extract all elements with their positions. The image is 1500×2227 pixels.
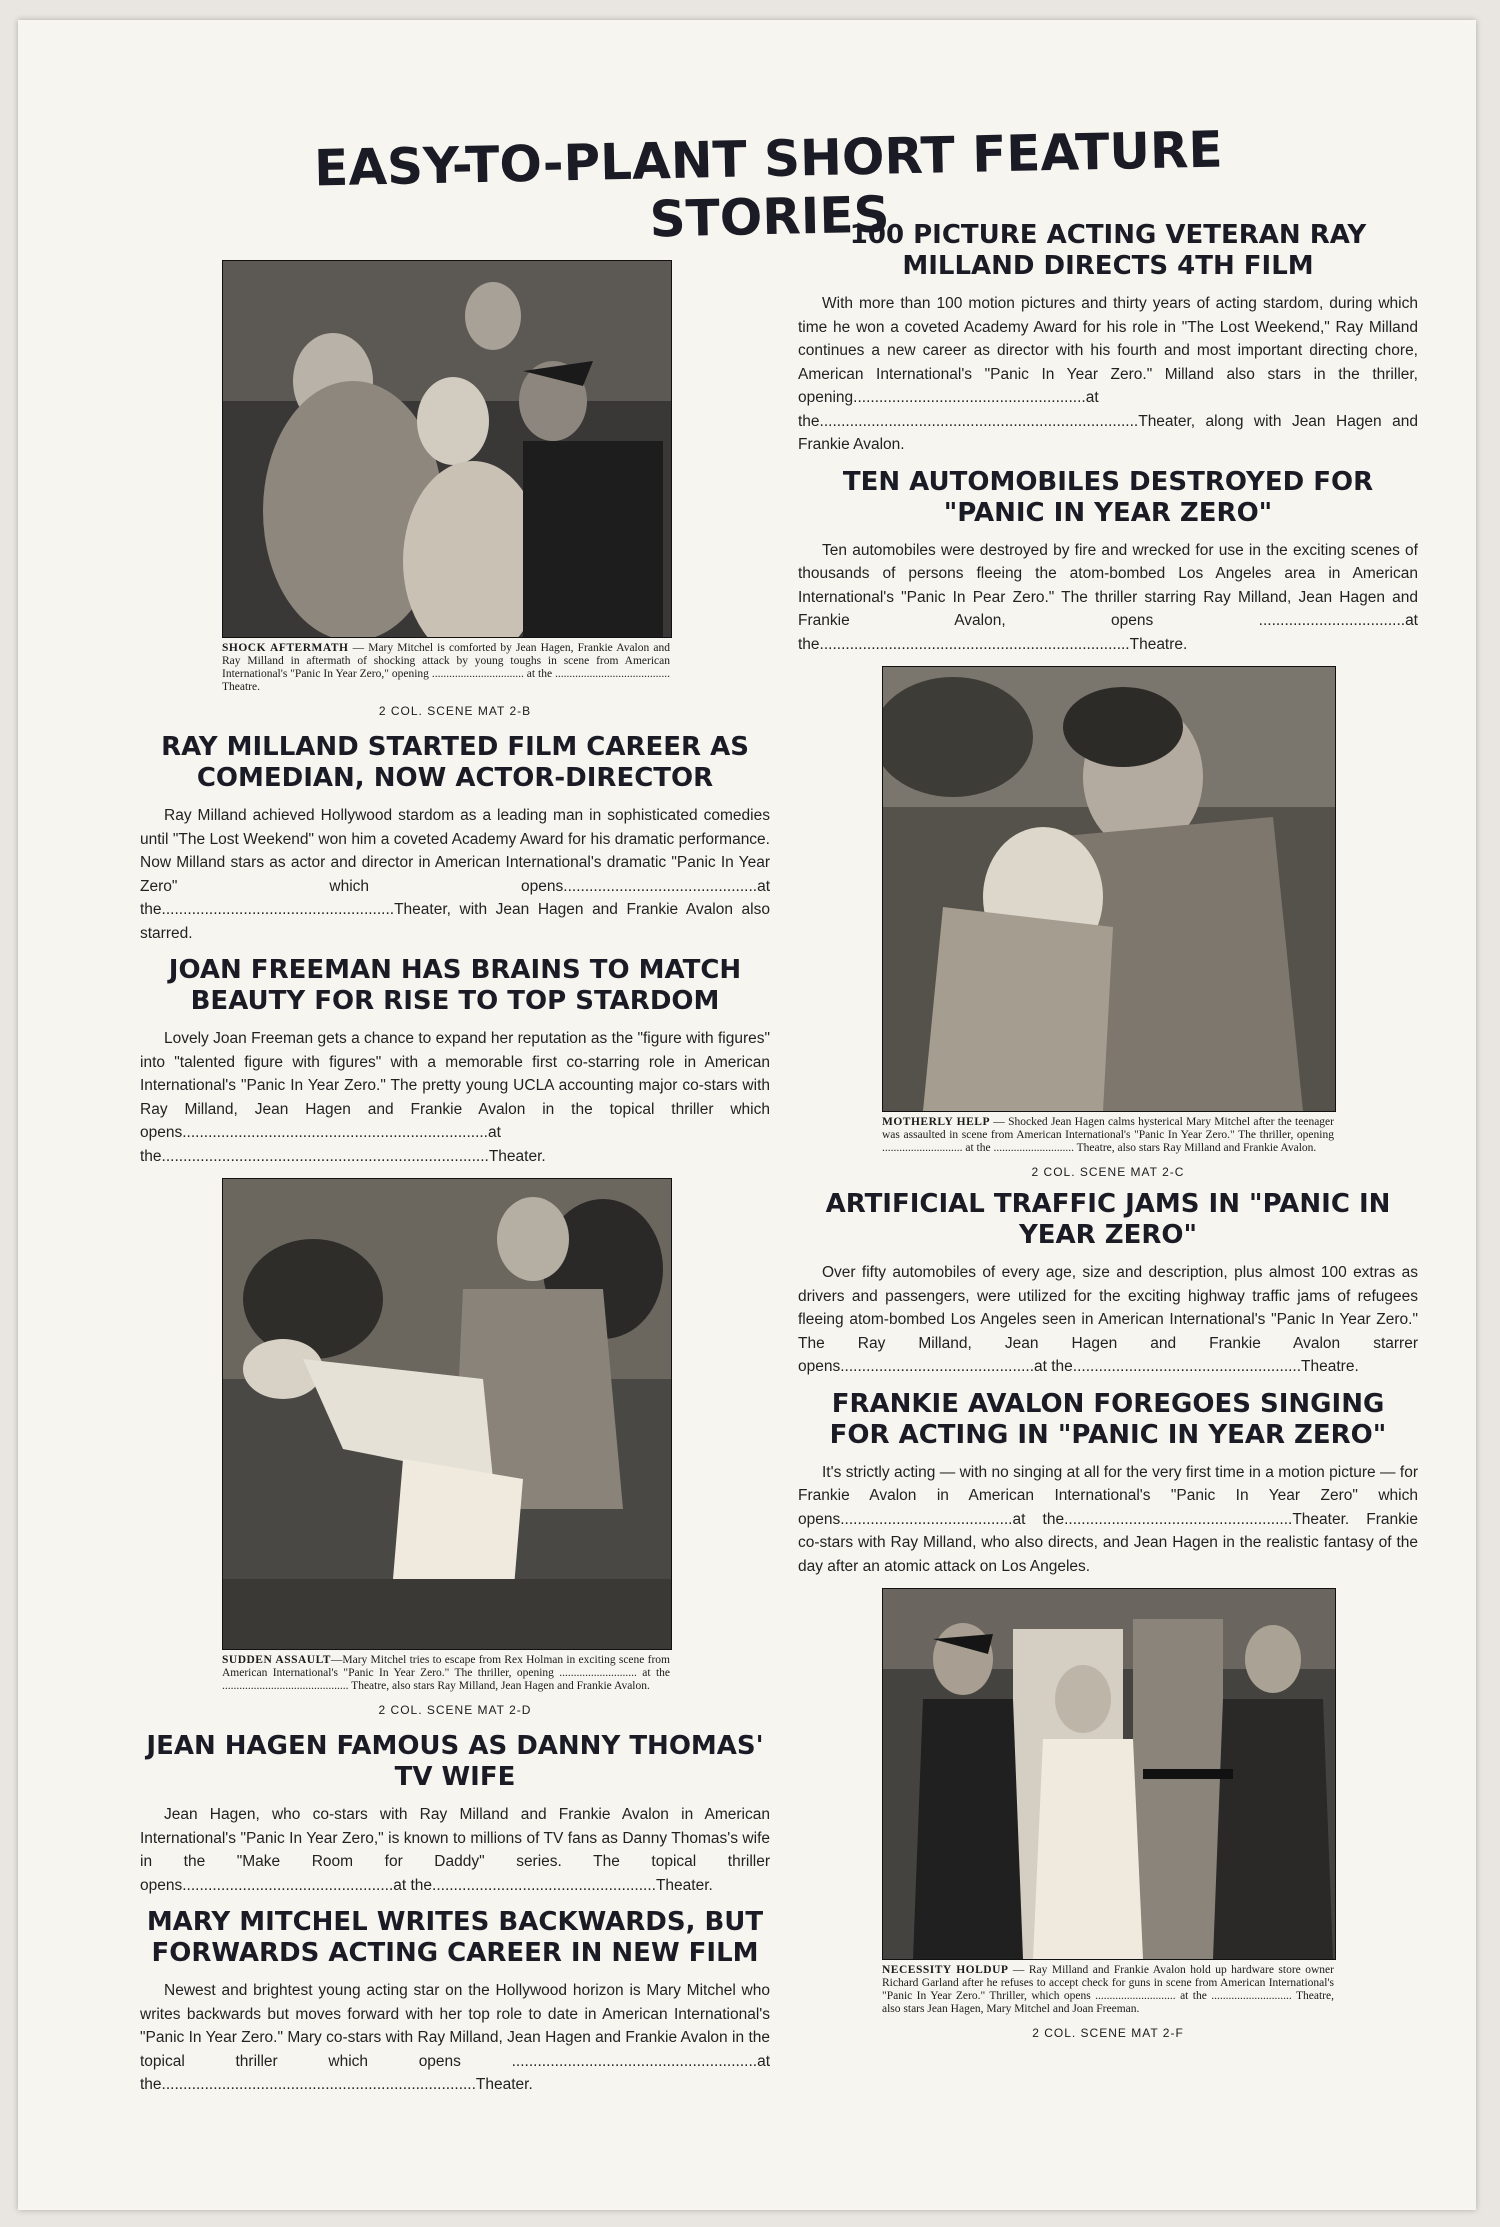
story-headline: 100 PICTURE ACTING VETERAN RAY MILLAND DIRECTS 4TH FILM — [849, 220, 1367, 281]
story-headline: TEN AUTOMOBILES DESTROYED FOR "PANIC IN YEAR ZERO" — [842, 466, 1374, 528]
photo-motherly-help — [882, 666, 1336, 1112]
scene-mat-label: 2 COL. SCENE MAT 2-D — [378, 1703, 532, 1717]
story-body: Lovely Joan Freeman gets a chance to expand her reputation as the "figure with figures" into "talented figure with figures" with a memorable first co-starring role in American International's "Panic In Year Zero." The pretty young UCLA accounting major co-stars with Ray Milland, Jean Hagen and Frankie Avalon in the topical thriller which opens.......................................................................at the............................................................................Theater. — [140, 1030, 770, 1165]
story-body: Ten automobiles were destroyed by fire and wrecked for use in the exciting scenes of thousands of persons fleeing the atom-bombed Los Angeles area in American International's "Panic In Pear Zero." The thriller starring Ray Milland, Jean Hagen and Frankie Avalon, opens ..................................at the........................................................................Theatre. — [798, 541, 1418, 653]
photo-shock-aftermath-caption: SHOCK AFTERMATH — Mary Mitchel is comforted by Jean Hagen, Frankie Avalon and Ray Milland in aftermath of shocking attack by young toughs in scene from American International's "Panic In Year Zero," opening ................................ at the ........................................ Theatre. — [222, 642, 670, 693]
story-body: With more than 100 motion pictures and thirty years of acting stardom, during which time he won a coveted Academy Award for his role in "The Lost Weekend," Ray Milland continues a new career as director with his fourth and most important directing chore, American International's "Panic In Year Zero." Milland also stars in the thriller, opening......................................................at the..........................................................................Theater, along with Jean Hagen and Frankie Avalon. — [798, 295, 1418, 453]
photo-shock-aftermath — [222, 260, 672, 638]
story-traffic-jams — [798, 1189, 1418, 1379]
story-frankie-avalon — [798, 1389, 1418, 1579]
right-column — [798, 220, 1418, 2040]
photo-sudden-assault — [222, 1178, 672, 1650]
story-ten-automobiles — [798, 467, 1418, 657]
story-body: Jean Hagen, who co-stars with Ray Milland and Frankie Avalon in American International's "Panic In Year Zero," is known to millions of TV fans as Danny Thomas's wife in the "Make Room for Daddy" series. The topical thriller opens.................................................at the....................................................Theater. — [140, 1806, 770, 1894]
scene-mat-label: 2 COL. SCENE MAT 2-C — [1031, 1165, 1185, 1179]
story-headline: RAY MILLAND STARTED FILM CAREER AS COMEDIAN, NOW ACTOR-DIRECTOR — [161, 732, 749, 793]
left-column — [140, 260, 770, 2107]
scene-mat-label: 2 COL. SCENE MAT 2-F — [1032, 2026, 1184, 2040]
story-body: Over fifty automobiles of every age, size and description, plus almost 100 extras as drivers and passengers, were utilized for the exciting highway traffic jams of refugees fleeing atom-bombed Los Angeles seen in American International's "Panic In Year Zero." The Ray Milland, Jean Hagen and Frankie Avalon starrer opens.............................................at the.....................................................Theatre. — [798, 1264, 1418, 1375]
page-masthead: EASY-TO-PLANT SHORT FEATURE STORIES — [313, 120, 1224, 249]
page-sheet — [18, 20, 1476, 2210]
story-joan-freeman — [140, 955, 770, 1168]
story-body: It's strictly acting — with no singing at all for the very first time in a motion picture — for Frankie Avalon in American International's "Panic In Year Zero" which opens........................................at the.....................................................Theater. Frankie co-stars with Ray Milland, who also directs, and Jean Hagen in the realistic fantasy of the day after an atomic attack on Los Angeles. — [798, 1463, 1418, 1575]
story-headline: JEAN HAGEN FAMOUS AS DANNY THOMAS' TV WIFE — [146, 1731, 764, 1792]
story-jean-hagen — [140, 1731, 770, 1897]
story-mary-mitchel — [140, 1907, 770, 2097]
story-headline: MARY MITCHEL WRITES BACKWARDS, BUT FORWARDS ACTING CAREER IN NEW FILM — [146, 1907, 764, 1968]
photo-necessity-holdup — [882, 1588, 1336, 1960]
story-headline: ARTIFICIAL TRAFFIC JAMS IN "PANIC IN YEAR ZERO" — [825, 1189, 1391, 1250]
photo-motherly-help-caption: MOTHERLY HELP — Shocked Jean Hagen calms hysterical Mary Mitchel after the teenager was assaulted in scene from American International's "Panic In Year Zero." The thriller, opening ............................ at the ............................ Theatre, also stars Ray Milland and Frankie Avalon. — [882, 1116, 1334, 1154]
photo-necessity-holdup-caption: NECESSITY HOLDUP — Ray Milland and Frankie Avalon hold up hardware store owner Richard Garland after he refuses to accept check for guns in scene from American International's "Panic In Year Zero." Thriller, which opens ............................ at the ............................ Theatre, also stars Jean Hagen, Mary Mitchel and Joan Freeman. — [882, 1964, 1334, 2015]
photo-sudden-assault-caption: SUDDEN ASSAULT—Mary Mitchel tries to escape from Rex Holman in exciting scene from American International's "Panic In Year Zero." The thriller, opening ........................... at the ............................................ Theatre, also stars Ray Milland, Jean Hagen and Frankie Avalon. — [222, 1654, 670, 1692]
story-headline: JOAN FREEMAN HAS BRAINS TO MATCH BEAUTY FOR RISE TO TOP STARDOM — [168, 955, 742, 1016]
story-body: Newest and brightest young acting star on the Hollywood horizon is Mary Mitchel who writes backwards but moves forward with her top role to date in American International's "Panic In Year Zero." Mary co-stars with Ray Milland, Jean Hagen and Frankie Avalon in the topical thriller which opens .........................................................at the.........................................................................Theater. — [140, 1982, 770, 2093]
scene-mat-label: 2 COL. SCENE MAT 2-B — [378, 704, 532, 718]
story-ray-milland-directs — [798, 220, 1418, 457]
story-body: Ray Milland achieved Hollywood stardom as a leading man in sophisticated comedies until "The Lost Weekend" won him a coveted Academy Award for his dramatic performance. Now Milland stars as actor and director in American International's dramatic "Panic In Year Zero" which opens.............................................at the......................................................Theater, with Jean Hagen and Frankie Avalon also starred. — [140, 807, 770, 942]
story-headline: FRANKIE AVALON FOREGOES SINGING FOR ACTING IN "PANIC IN YEAR ZERO" — [829, 1388, 1387, 1450]
story-ray-milland-career — [140, 732, 770, 945]
